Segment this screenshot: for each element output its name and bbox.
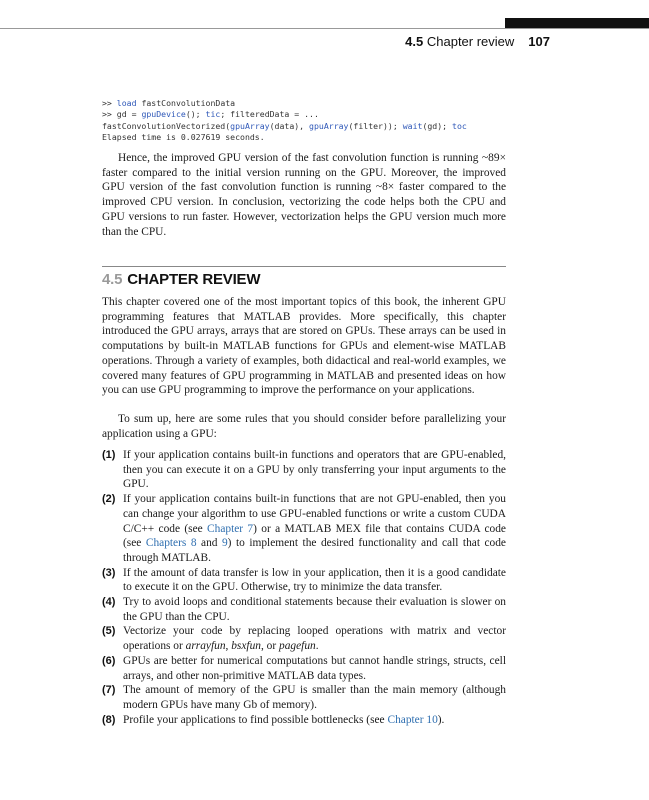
running-head: [405, 34, 550, 49]
list-number: (3): [102, 566, 116, 579]
chapter-7-link[interactable]: Chapter 7: [207, 522, 254, 535]
code-line: Elapsed time is 0.027619 seconds.: [102, 132, 265, 143]
list-item: (6) GPUs are better for numerical computations but cannot handle strings, structs, cell arrays, and other non-primitive MATLAB data types.: [102, 654, 506, 682]
paragraph: To sum up, here are some rules that you should consider before parallelizing your application using a GPU:: [102, 413, 506, 440]
list-item: (2) If your application contains built-in functions that are not GPU-enabled, then you can change your algorithm to use GPU-enabled functions or write a custom CUDA C/C++ code (see Chapter 7) or a MATLAB MEX file that contains CUDA code (see Chapters 8 and 9) to implement the desired functionality and call that code through MATLAB.: [102, 493, 506, 564]
list-item: (5) Vectorize your code by replacing looped operations with matrix and vector operations or arrayfun, bsxfun, or pagefun.: [102, 625, 506, 653]
running-head-section-number: 4.5: [405, 34, 424, 49]
chapters-8-link[interactable]: Chapters 8: [145, 537, 197, 550]
section-title: CHAPTER REVIEW: [127, 271, 261, 288]
list-item: (1) If your application contains built-in functions and operators that are GPU-enabled, then you can execute it on a GPU by only transferring your input arguments to the GPU.: [102, 449, 506, 491]
list-item: (3) If the amount of data transfer is low in your application, then it is a good candidate to execute it on the GPU. Otherwise, try to minimize the data transfer.: [102, 566, 506, 594]
paragraph: Hence, the improved GPU version of the fast convolution function is running ~89× faster compared to the initial version running on the GPU. Moreover, the improved GPU version of the fast convolution function is running ~8× faster compared to the improved CPU version. In conclusion, vectorizing the code helps both the CPU and GPU versions to run faster. However, vectorization helps the GPU version much more than the CPU.: [102, 152, 506, 238]
chapter-10-link[interactable]: Chapter 10: [387, 713, 438, 726]
running-head-section-title: Chapter review: [426, 34, 515, 49]
section-heading: [102, 271, 260, 288]
list-number: (7): [102, 684, 116, 697]
list-item: (4) Try to avoid loops and conditional statements because their evaluation is slower on the GPU than the CPU.: [102, 596, 506, 623]
code-line: fastConvolutionVectorized(gpuArray(data), gpuArray(filter)); wait(gd); toc: [102, 120, 467, 131]
list-item: (8) Profile your applications to find possible bottlenecks (see Chapter 10).: [102, 713, 445, 726]
paragraph: This chapter covered one of the most important topics of this book, the inherent GPU programming features that MATLAB provides. More specifically, this chapter introduced the GPU arrays, arrays that are stored on GPUs. These arrays can be used in computations by built-in MATLAB functions for GPUs and element-wise MATLAB operations. Through a variety of examples, both didactical and real-world examples, we covered many features of GPU programming in MATLAB and presented ideas on how you can use GPU programming to improve the performance on your applications.: [102, 296, 506, 397]
list-number: (2): [102, 493, 116, 506]
code-block: [102, 98, 467, 144]
page-number: 107: [528, 34, 550, 49]
list-number: (4): [102, 596, 116, 609]
section-number: 4.5: [102, 271, 123, 288]
list-number: (1): [102, 449, 116, 461]
list-number: (8): [102, 713, 116, 726]
rules-list: [102, 448, 506, 727]
chapter-9-link[interactable]: 9: [221, 537, 228, 550]
code-line: >> gd = gpuDevice(); tic; filteredData = ...: [102, 109, 319, 120]
section-rule: [102, 266, 506, 267]
list-item: (7) The amount of memory of the GPU is smaller than the main memory (although modern GPUs have many Gb of memory).: [102, 684, 506, 711]
header-rule: [0, 28, 649, 29]
code-line: >> load fastConvolutionData: [102, 98, 236, 108]
list-number: (5): [102, 625, 116, 638]
list-number: (6): [102, 654, 116, 667]
